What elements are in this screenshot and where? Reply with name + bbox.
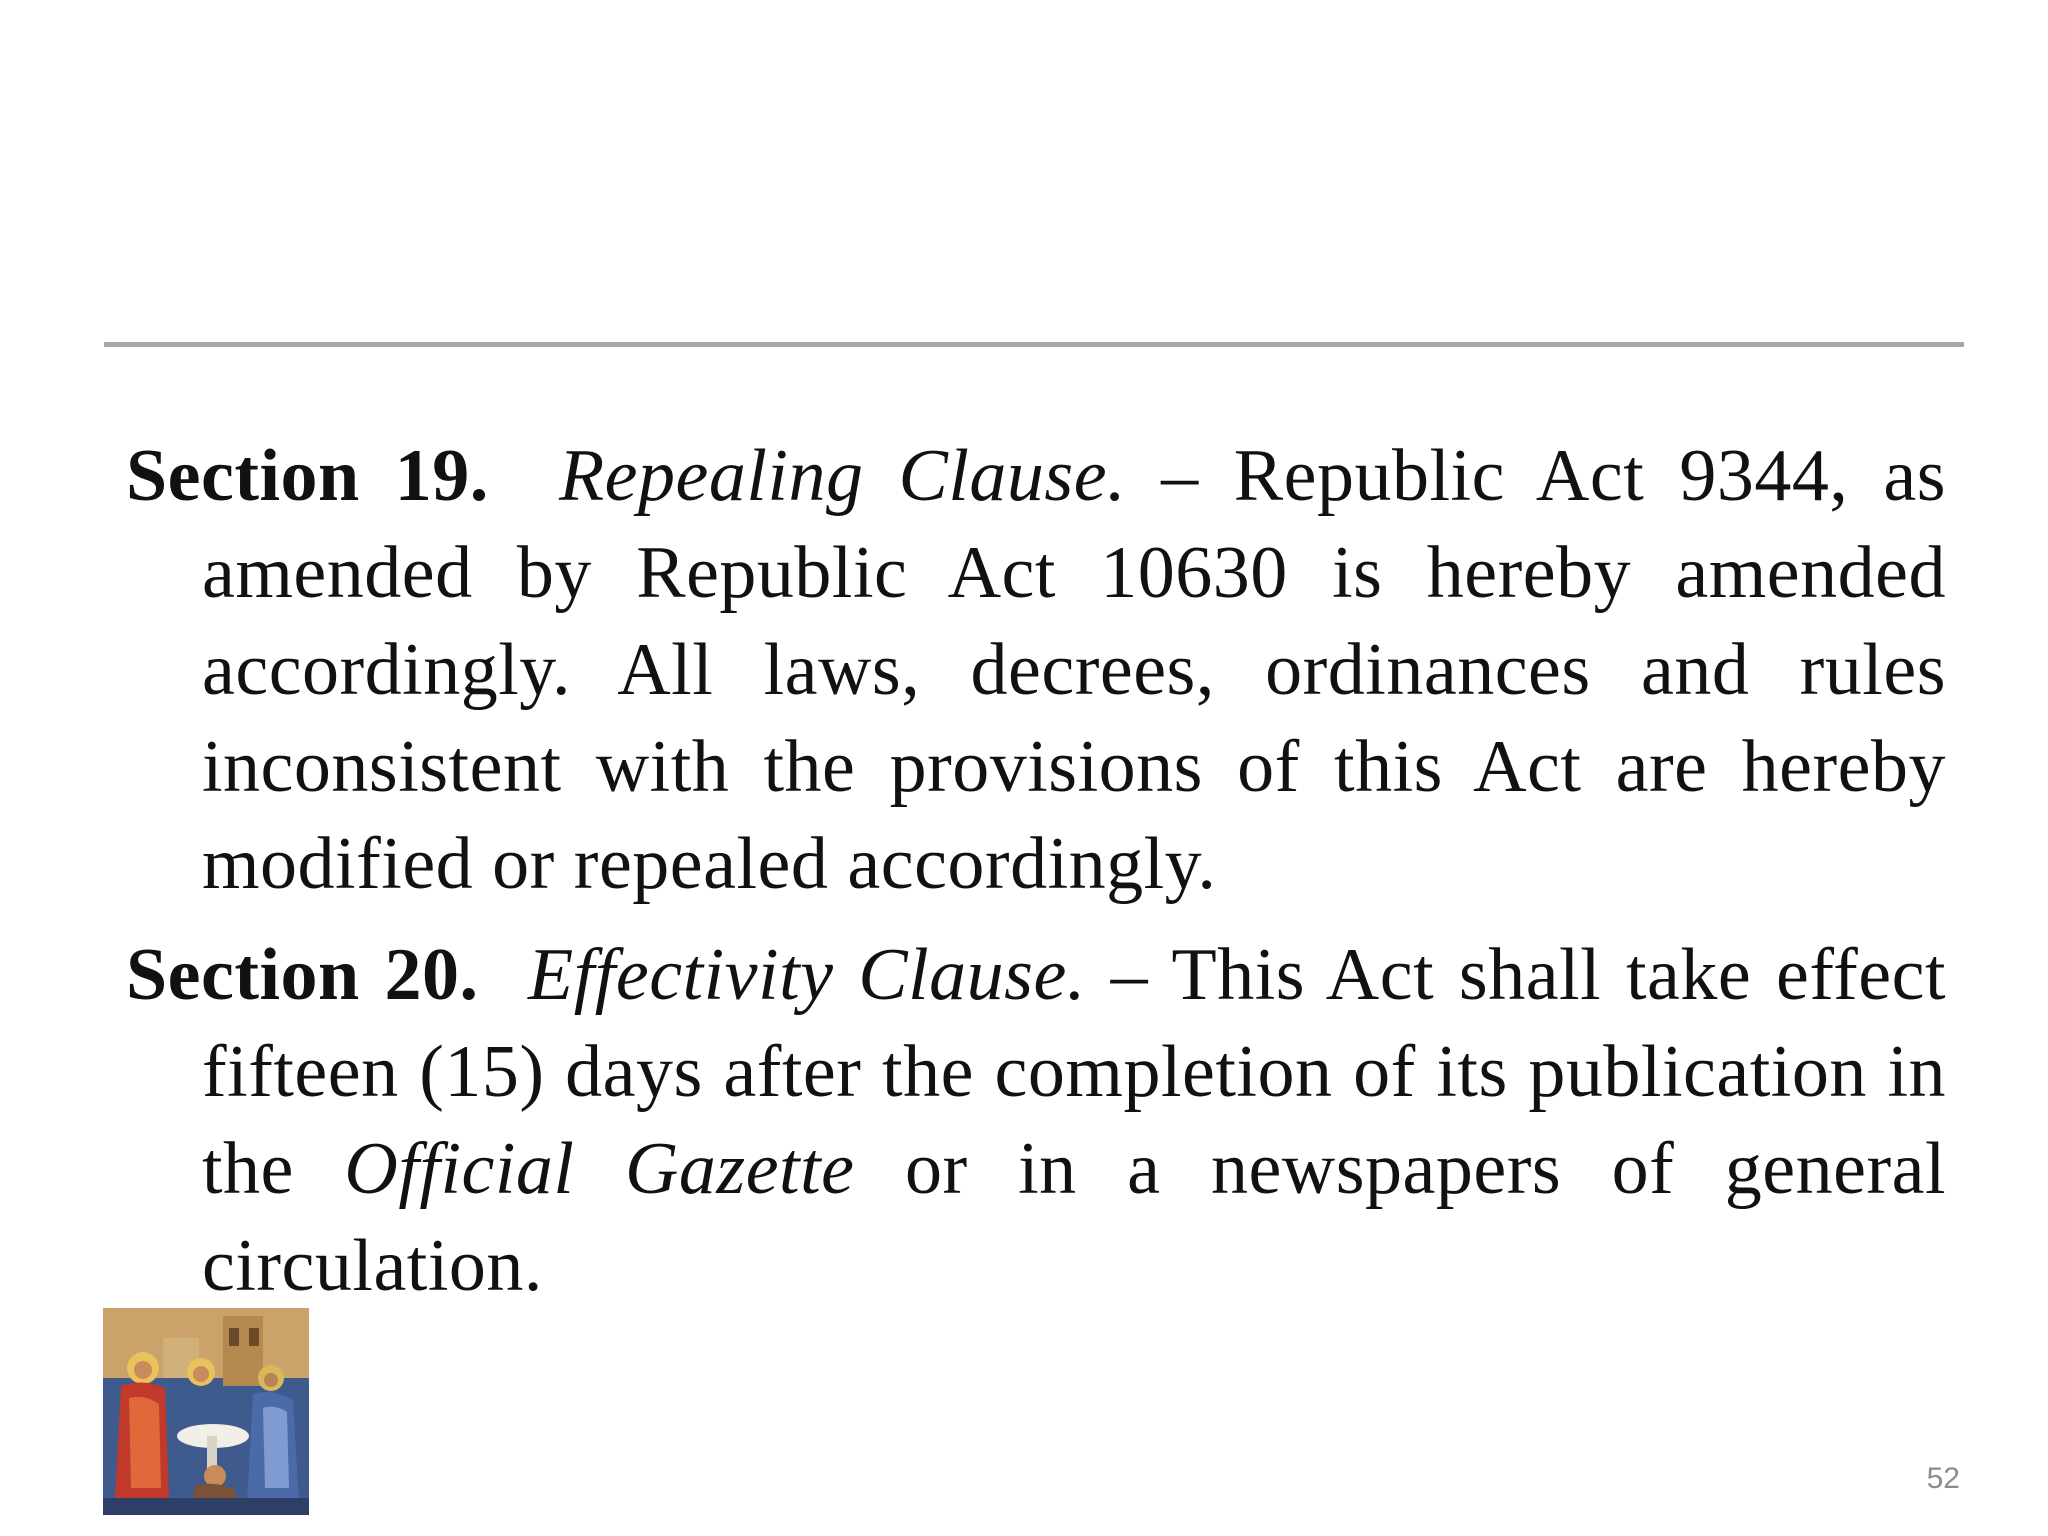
section-20 xyxy=(126,927,1946,1315)
religious-icon-painting xyxy=(103,1308,309,1515)
section-19-body: Republic Act 9344, as amended by Republic Act 10630 is hereby amended accordingly. All laws, decrees, ordinances and rules inconsistent with the provisions of this Act are hereby modified or repealed accordingly. xyxy=(202,435,1947,905)
title-divider xyxy=(104,342,1964,347)
section-19-heading: Section 19. xyxy=(126,435,489,517)
slide-number: 52 xyxy=(1926,1462,1960,1495)
section-20-clause: Effectivity Clause. xyxy=(528,934,1086,1016)
painting-illustration xyxy=(103,1308,309,1515)
section-19-clause: Repealing Clause. xyxy=(558,435,1127,517)
section-20-dash: – xyxy=(1085,934,1172,1016)
section-20-body-before: This Act shall take effect fifteen (15) days after the completion of its publication in the xyxy=(202,934,1947,1210)
slide-body xyxy=(126,428,1946,1329)
section-20-gazette: Official Gazette xyxy=(344,1128,855,1210)
slide-title xyxy=(104,40,1964,320)
section-20-body-after: or in a newspapers of general circulation. xyxy=(202,1128,1946,1307)
section-19-dash: – xyxy=(1126,435,1234,517)
section-20-heading: Section 20. xyxy=(126,934,479,1016)
section-19 xyxy=(126,428,1946,913)
